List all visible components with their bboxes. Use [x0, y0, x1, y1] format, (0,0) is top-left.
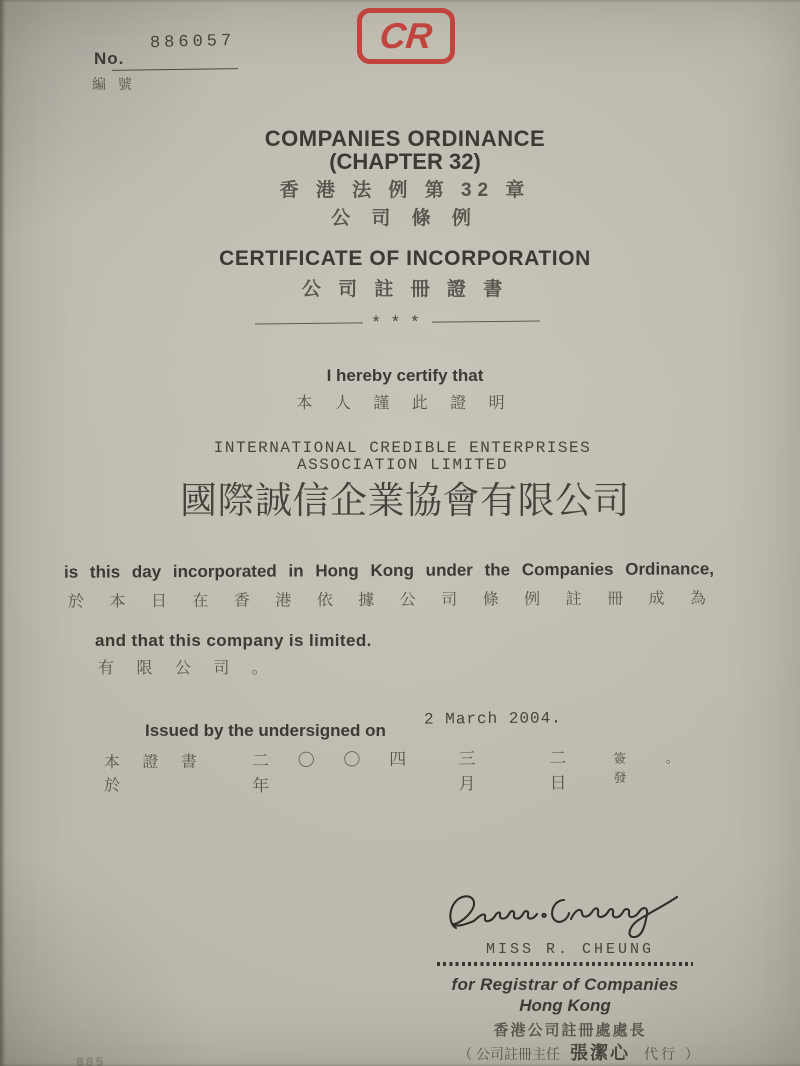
number-underline — [112, 68, 238, 71]
certify-statement-chinese: 本 人 謹 此 證 明 — [296, 395, 514, 412]
stars-divider — [255, 311, 540, 334]
divider-stars: * * * — [372, 311, 423, 332]
title-certificate-chinese: 公 司 註 冊 證 書 — [301, 279, 509, 300]
issued-zh-year: 二 〇 〇 四 年 — [251, 749, 419, 796]
companies-registry-logo — [357, 8, 455, 64]
issue-date: 2 March 2004. — [423, 709, 562, 729]
no-label-chinese: 編 號 — [92, 76, 136, 92]
incorporated-statement: is this day incorporated in Hong Kong under the Companies Ordinance, — [63, 559, 715, 582]
issued-zh-prefix: 本 證 書 於 — [103, 753, 206, 795]
title-chapter: (CHAPTER 32) — [329, 149, 481, 174]
title-certificate: CERTIFICATE OF INCORPORATION — [219, 247, 591, 270]
deputy-name: 張潔心 — [570, 1043, 630, 1063]
signature-dotted-line — [437, 962, 693, 966]
issued-zh-day: 二 日 — [549, 748, 577, 793]
title-ordinance-chinese: 香 港 法 例 第 32 章 — [279, 180, 531, 201]
cr-logo-text: CR — [377, 15, 435, 56]
issued-statement-chinese — [104, 742, 679, 797]
registrar-place: Hong Kong — [519, 996, 611, 1015]
no-label: No. — [94, 49, 125, 68]
incorporated-statement-chinese: 於 本 日 在 香 港 依 據 公 司 條 例 註 冊 成 為 — [67, 590, 707, 611]
for-registrar-line: for Registrar of Companies — [451, 975, 679, 994]
issued-statement: Issued by the undersigned on — [145, 721, 386, 740]
limited-statement: and that this company is limited. — [95, 631, 372, 650]
company-name-line1: INTERNATIONAL CREDIBLE ENTERPRISES — [213, 439, 592, 457]
issued-zh-period: 。 — [665, 750, 679, 766]
signature-rosanna-cheung — [440, 882, 695, 944]
deputy-suffix: 代行 ） — [644, 1046, 702, 1062]
title-ordinance-chinese-2: 公 司 條 例 — [331, 208, 479, 229]
registrar-title-chinese: 香港公司註冊處處長 — [493, 1022, 647, 1039]
certificate-number: 886057 — [149, 31, 236, 54]
company-name-chinese: 國際誠信企業協會有限公司 — [180, 480, 630, 521]
certify-statement: I hereby certify that — [326, 366, 484, 385]
limited-statement-chinese: 有 限 公 司 。 — [98, 660, 277, 677]
deputy-prefix: （ 公司註冊主任 — [458, 1046, 560, 1062]
faint-bottom-remnant: 885 — [76, 1055, 106, 1066]
title-companies-ordinance: COMPANIES ORDINANCE — [264, 126, 546, 151]
divider-line-left — [255, 322, 363, 324]
issued-zh-suffix: 簽 發 — [613, 750, 635, 786]
signer-typed-name: MISS R. CHEUNG — [485, 941, 655, 958]
company-name-line2: ASSOCIATION LIMITED — [297, 456, 508, 474]
divider-line-right — [432, 320, 540, 322]
deputy-line-chinese — [400, 1039, 760, 1065]
issued-zh-month: 三 月 — [458, 749, 488, 794]
